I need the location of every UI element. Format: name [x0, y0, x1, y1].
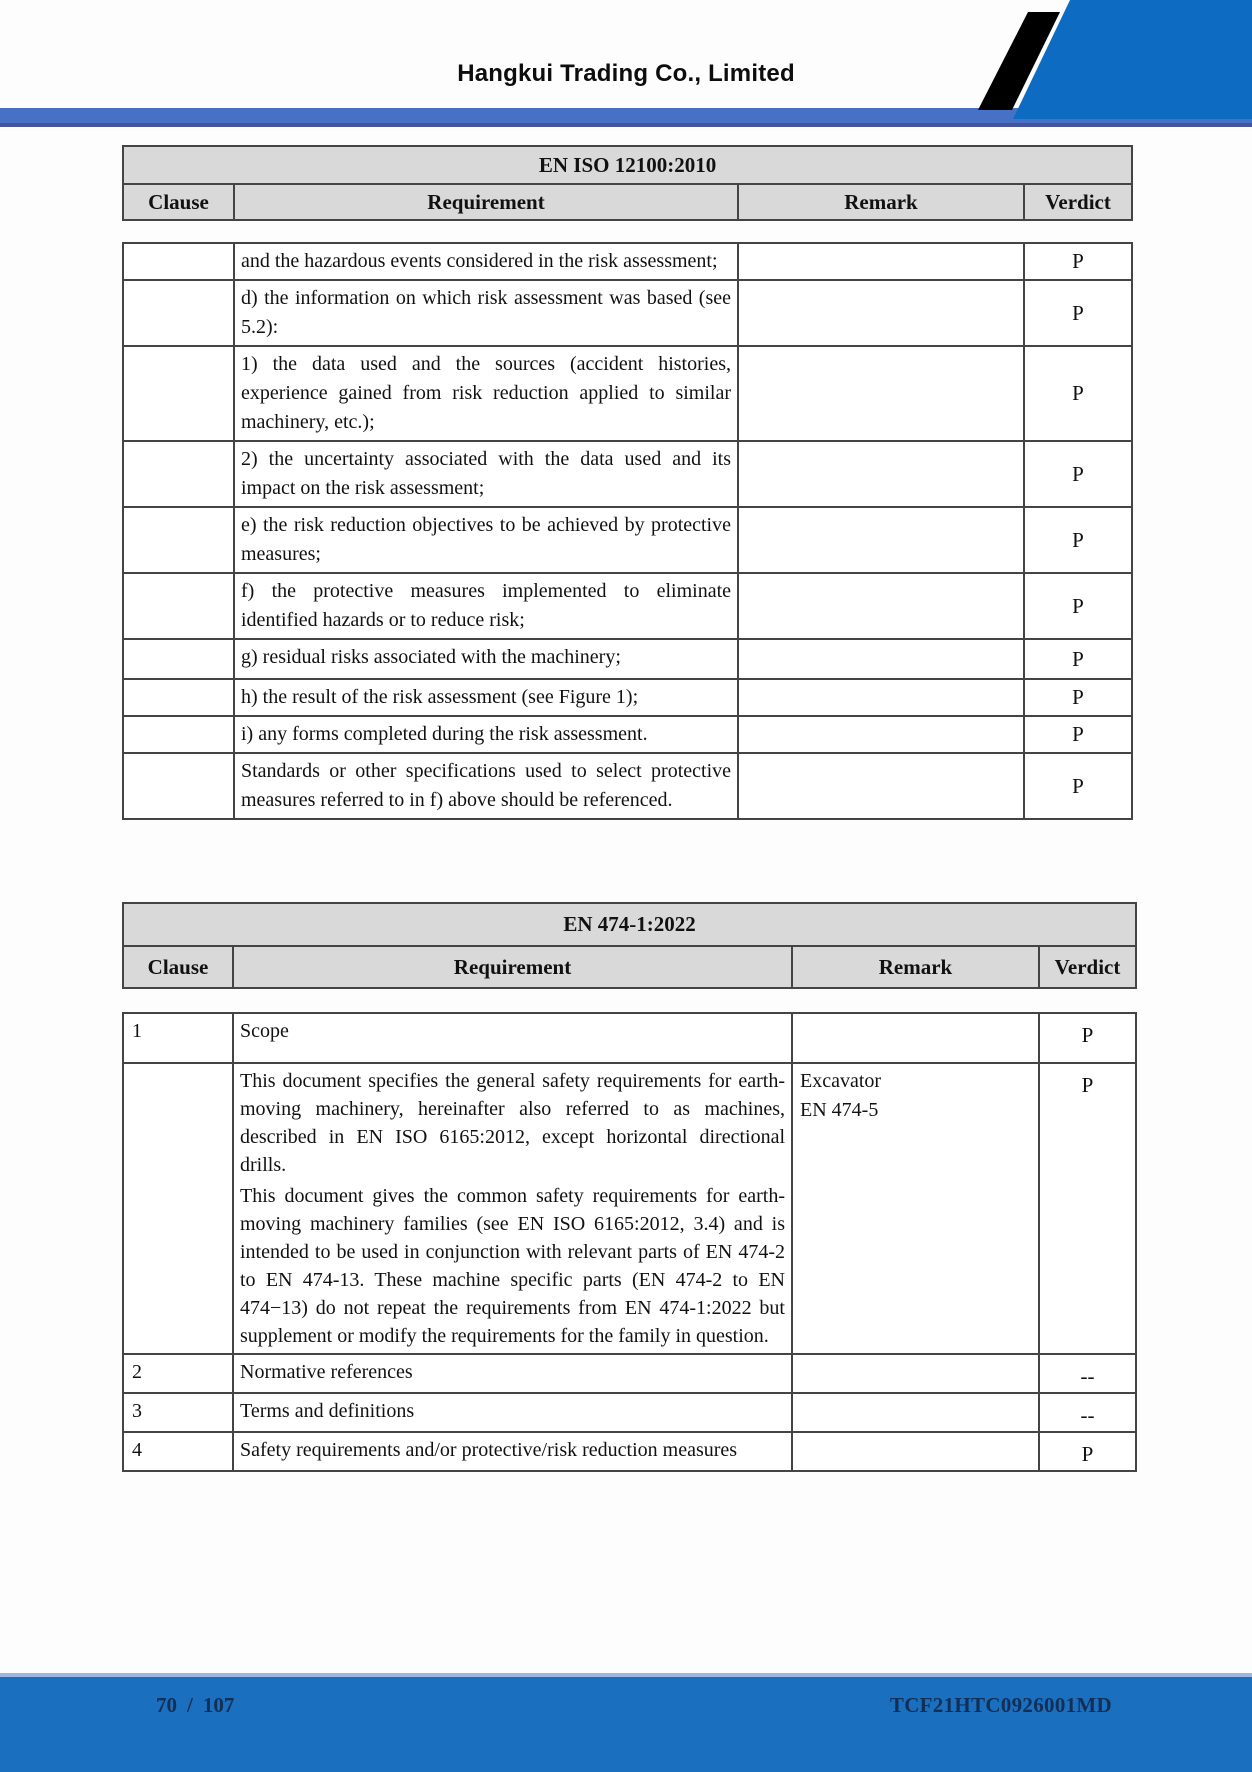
remark-cell: [792, 1013, 1039, 1063]
requirement-paragraph: Normative references: [240, 1361, 413, 1383]
requirement-paragraph: Standards or other specifications used to select protective measures referred to in f) above should be referenced.: [241, 760, 731, 811]
requirement-paragraph: and the hazardous events considered in the risk assessment;: [241, 250, 718, 272]
footer-band: [0, 1673, 1252, 1772]
verdict-cell: P: [1024, 280, 1132, 346]
col-header-clause: Clause: [123, 184, 234, 220]
table-body-en-474-1: [122, 1012, 1135, 1472]
col-header-clause: Clause: [123, 946, 233, 988]
clause-cell: [123, 243, 234, 280]
clause-cell: [123, 280, 234, 346]
page-current: 70: [156, 1693, 177, 1717]
remark-cell: [792, 1432, 1039, 1471]
col-header-requirement: Requirement: [234, 184, 738, 220]
clause-cell: [123, 753, 234, 819]
requirement-paragraph: Safety requirements and/or protective/risk reduction measures: [240, 1439, 738, 1461]
requirement-paragraph: Terms and definitions: [240, 1400, 415, 1422]
requirement-cell: [234, 243, 738, 280]
section-en-474-1: [122, 902, 1135, 989]
remark-cell: [738, 346, 1024, 441]
verdict-cell: P: [1024, 716, 1132, 753]
clause-cell: 3: [123, 1393, 233, 1432]
table-row: [123, 346, 1132, 441]
clause-cell: [123, 679, 234, 716]
requirements-table-1: [122, 242, 1133, 820]
clause-cell: [123, 346, 234, 441]
remark-cell: [792, 1393, 1039, 1432]
clause-cell: 2: [123, 1354, 233, 1393]
col-header-remark: Remark: [792, 946, 1039, 988]
company-title: Hangkui Trading Co., Limited: [457, 60, 795, 87]
verdict-cell: P: [1024, 507, 1132, 573]
requirement-cell: [233, 1393, 792, 1432]
requirement-cell: [233, 1063, 792, 1354]
section-en-iso-12100: [122, 145, 1131, 221]
col-header-requirement: Requirement: [233, 946, 792, 988]
verdict-cell: --: [1039, 1354, 1136, 1393]
requirement-cell: [234, 507, 738, 573]
verdict-cell: P: [1039, 1432, 1136, 1471]
corner-decoration: [952, 0, 1252, 124]
remark-cell: [792, 1354, 1039, 1393]
table-row: [123, 1354, 1136, 1393]
requirement-paragraph: h) the result of the risk assessment (see Figure 1);: [241, 686, 639, 708]
verdict-cell: P: [1024, 441, 1132, 507]
table-row: [123, 639, 1132, 679]
requirement-paragraph: This document gives the common safety requirements for earth-moving machinery families (see EN ISO 6165:2012, 3.4) and is intended to be used in conjunction with relevant parts of EN 474-2 to EN 474-13. These machine specific parts (EN 474-2 to EN 474−13) do not repeat the requirements from EN 474-1:2022 but supplement or modify the requirements for the family in question.: [240, 1185, 785, 1347]
remark-cell: [738, 753, 1024, 819]
table-body-en-iso-12100: [122, 242, 1131, 820]
requirement-paragraph: 2) the uncertainty associated with the data used and its impact on the risk assessment;: [241, 448, 731, 499]
table-row: [123, 441, 1132, 507]
requirement-cell: [234, 639, 738, 679]
page-number: [156, 1693, 234, 1718]
table-row: [123, 1432, 1136, 1471]
requirement-cell: [234, 573, 738, 639]
remark-cell: [738, 280, 1024, 346]
col-header-verdict: Verdict: [1039, 946, 1136, 988]
requirement-cell: [234, 346, 738, 441]
verdict-cell: P: [1024, 573, 1132, 639]
requirement-cell: [234, 716, 738, 753]
verdict-cell: --: [1039, 1393, 1136, 1432]
remark-cell: [738, 639, 1024, 679]
page-total: 107: [202, 1693, 235, 1717]
clause-cell: [123, 573, 234, 639]
col-header-verdict: Verdict: [1024, 184, 1132, 220]
requirement-cell: [234, 280, 738, 346]
verdict-cell: P: [1039, 1063, 1136, 1354]
requirement-paragraph: f) the protective measures implemented to eliminate identified hazards or to reduce risk;: [241, 580, 731, 631]
requirement-paragraph: This document specifies the general safety requirements for earth-moving machinery, hereinafter also referred to as machines, described in EN ISO 6165:2012, except horizontal directional drills.: [240, 1070, 785, 1176]
verdict-cell: P: [1024, 639, 1132, 679]
requirement-paragraph: d) the information on which risk assessment was based (see 5.2):: [241, 287, 731, 338]
requirement-paragraph: Scope: [240, 1020, 289, 1042]
table-row: [123, 716, 1132, 753]
requirement-cell: [233, 1432, 792, 1471]
remark-cell: [738, 716, 1024, 753]
requirement-cell: [234, 753, 738, 819]
table-title: EN 474-1:2022: [123, 903, 1136, 946]
table-row: [123, 573, 1132, 639]
table-row: [123, 1063, 1136, 1354]
table-title: EN ISO 12100:2010: [123, 146, 1132, 184]
requirement-cell: [234, 679, 738, 716]
remark-cell: [738, 243, 1024, 280]
remark-cell: [738, 573, 1024, 639]
table-row: [123, 243, 1132, 280]
requirement-paragraph: i) any forms completed during the risk assessment.: [241, 723, 648, 745]
requirements-table-2: [122, 1012, 1137, 1472]
remark-line: Excavator: [800, 1070, 882, 1092]
table-row: [123, 1393, 1136, 1432]
verdict-cell: P: [1039, 1013, 1136, 1063]
clause-cell: 1: [123, 1013, 233, 1063]
requirement-cell: [233, 1354, 792, 1393]
clause-cell: [123, 507, 234, 573]
clause-cell: [123, 716, 234, 753]
remark-cell: [792, 1063, 1039, 1354]
remark-cell: [738, 507, 1024, 573]
table-row: [123, 753, 1132, 819]
clause-cell: 4: [123, 1432, 233, 1471]
page-divider: /: [187, 1693, 193, 1717]
table-row: [123, 280, 1132, 346]
table-row: [123, 679, 1132, 716]
requirement-paragraph: e) the risk reduction objectives to be achieved by protective measures;: [241, 514, 731, 565]
requirement-cell: [233, 1013, 792, 1063]
clause-cell: [123, 1063, 233, 1354]
verdict-cell: P: [1024, 679, 1132, 716]
table-header-en-474-1: [122, 902, 1137, 989]
requirement-cell: [234, 441, 738, 507]
table-header-en-iso-12100: [122, 145, 1133, 221]
table-row: [123, 507, 1132, 573]
remark-line: EN 474-5: [800, 1099, 879, 1121]
clause-cell: [123, 639, 234, 679]
table-row: [123, 1013, 1136, 1063]
verdict-cell: P: [1024, 243, 1132, 280]
verdict-cell: P: [1024, 753, 1132, 819]
report-number: TCF21HTC0926001MD: [889, 1693, 1112, 1717]
remark-cell: [738, 441, 1024, 507]
requirement-paragraph: 1) the data used and the sources (accident histories, experience gained from risk reduction applied to similar machinery, etc.);: [241, 353, 731, 433]
col-header-remark: Remark: [738, 184, 1024, 220]
verdict-cell: P: [1024, 346, 1132, 441]
requirement-paragraph: g) residual risks associated with the machinery;: [241, 646, 621, 668]
remark-cell: [738, 679, 1024, 716]
clause-cell: [123, 441, 234, 507]
